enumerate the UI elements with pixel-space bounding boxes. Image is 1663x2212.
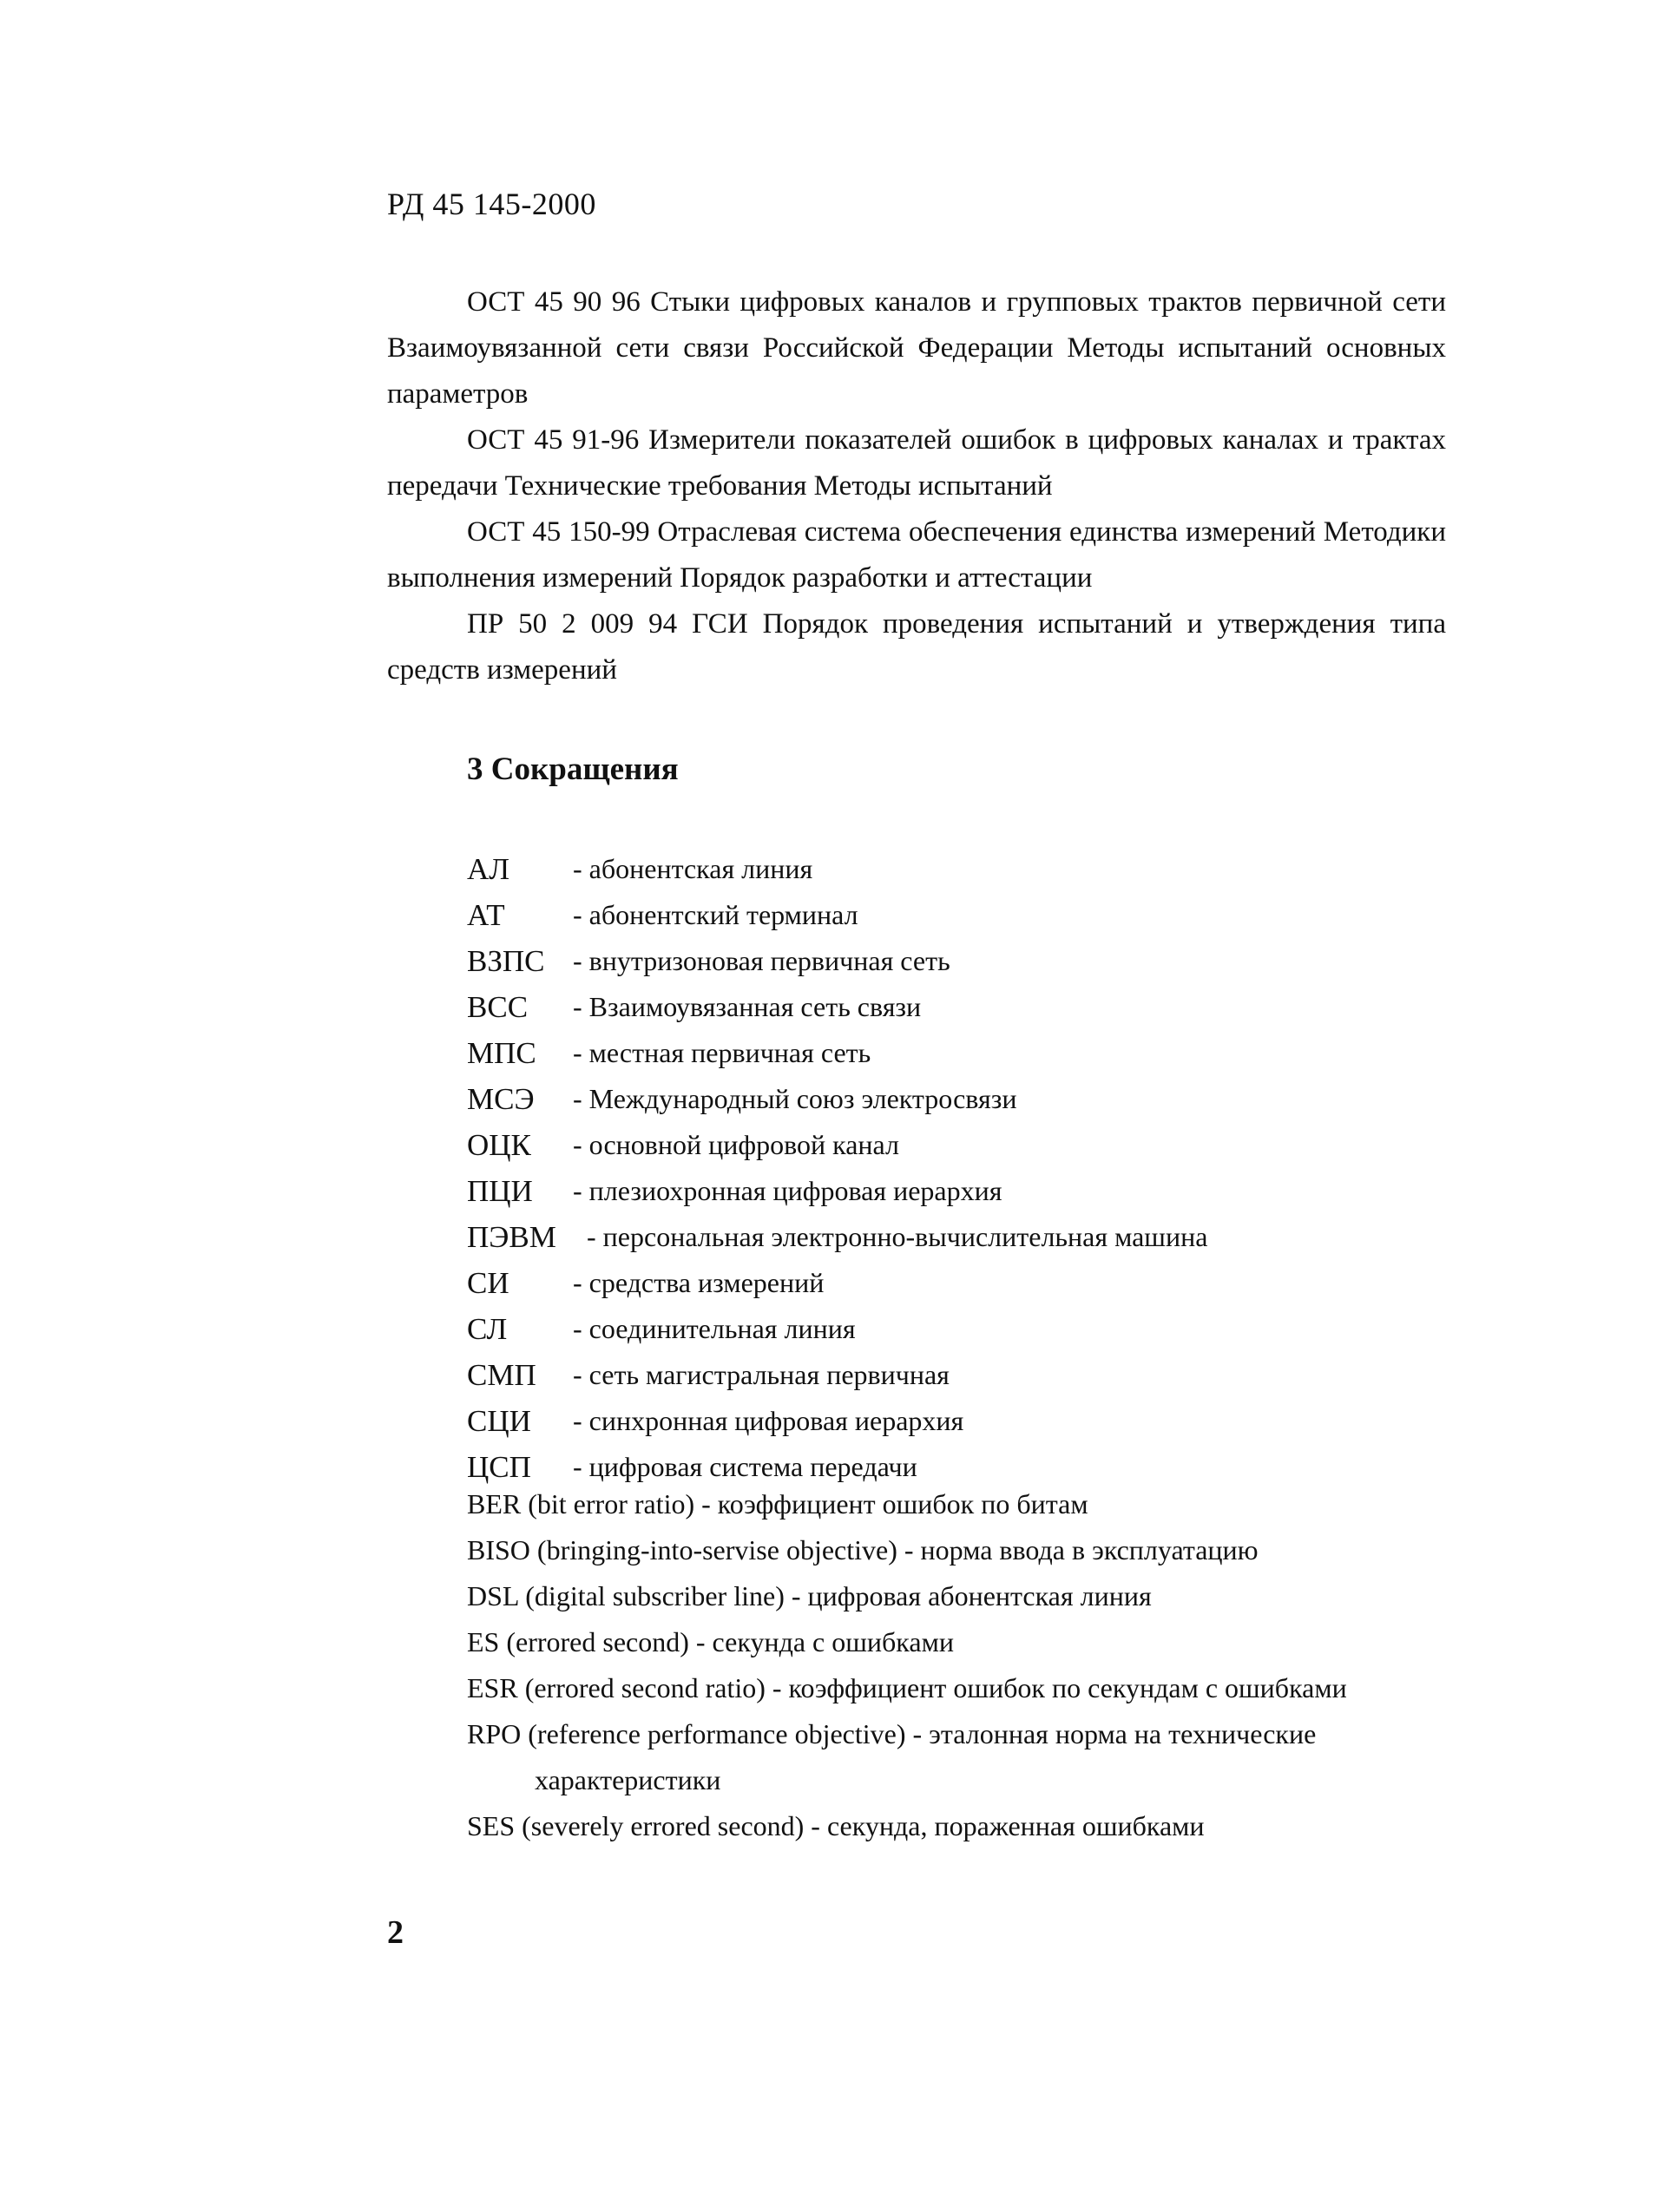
abbreviation-definition: - соединительная линия — [573, 1313, 856, 1344]
reference-item: ОСТ 45 91-96 Измерители показателей ошибок в цифровых каналах и трактах передачи Технические требования Методы испытаний — [387, 424, 1446, 502]
abbreviation-definition: - синхронная цифровая иерархия — [573, 1405, 964, 1436]
reference-item: ПР 50 2 009 94 ГСИ Порядок проведения испытаний и утверждения типа средств измерений — [387, 608, 1446, 686]
abbreviation-code: МСЭ — [467, 1082, 535, 1116]
english-abbreviation-continuation — [467, 1757, 1465, 1803]
abbreviation-code: ЦСП — [467, 1450, 531, 1484]
english-abbreviations-list — [467, 1481, 1465, 1849]
abbreviation-definition: - Взаимоувязанная сеть связи — [573, 991, 922, 1022]
english-abbreviation-row: ESR (errored second ratio) - коэффициент ошибок по секундам с ошибками — [467, 1672, 1347, 1703]
abbreviation-code: СЛ — [467, 1312, 508, 1346]
abbreviation-row — [467, 1214, 1465, 1260]
abbreviation-definition: - плезиохронная цифровая иерархия — [573, 1175, 1002, 1206]
abbreviation-row — [467, 1398, 1465, 1444]
abbreviation-definition: - внутризоновая первичная сеть — [573, 945, 950, 976]
abbreviation-definition: - Международный союз электросвязи — [573, 1083, 1017, 1114]
abbreviation-row — [467, 1352, 1465, 1398]
references-block — [387, 279, 1446, 693]
abbreviation-definition: - средства измерений — [573, 1267, 825, 1298]
abbreviation-row — [467, 984, 1465, 1030]
abbreviation-code: АТ — [467, 898, 505, 932]
reference-item: ОСТ 45 150-99 Отраслевая система обеспечения единства измерений Методики выполнения измерений Порядок разработки и аттестации — [387, 516, 1446, 594]
document-code-header: РД 45 145-2000 — [387, 187, 596, 221]
abbreviation-code: МПС — [467, 1036, 536, 1070]
abbreviation-row — [467, 1030, 1465, 1076]
abbreviation-definition: - основной цифровой канал — [573, 1129, 899, 1160]
abbreviation-definition: - персональная электронно-вычислительная машина — [587, 1221, 1208, 1252]
abbreviation-row — [467, 846, 1465, 892]
continuation-text: характеристики — [535, 1764, 721, 1795]
abbreviation-definition: - абонентский терминал — [573, 899, 858, 930]
abbreviation-row — [467, 1122, 1465, 1168]
abbreviation-definition: - сеть магистральная первичная — [573, 1359, 950, 1390]
section-title: 3 Сокращения — [467, 752, 679, 787]
abbreviation-definition: - цифровая система передачи — [573, 1451, 917, 1482]
abbreviation-row — [467, 1168, 1465, 1214]
english-abbreviation-row: DSL (digital subscriber line) - цифровая абонентская линия — [467, 1580, 1152, 1611]
abbreviation-code: АЛ — [467, 852, 510, 886]
english-abbreviation-row: RPO (reference performance objective) - эталонная норма на технические — [467, 1718, 1317, 1749]
abbreviation-code: ВЗПС — [467, 944, 545, 978]
abbreviation-code: СЦИ — [467, 1404, 531, 1438]
abbreviation-code: ПЦИ — [467, 1174, 533, 1208]
english-abbreviation-row: ES (errored second) - секунда с ошибками — [467, 1626, 954, 1657]
abbreviations-list — [467, 846, 1465, 1490]
page-number: 2 — [387, 1914, 404, 1951]
english-abbreviation-row: BISO (bringing-into-servise objective) - норма ввода в эксплуатацию — [467, 1534, 1259, 1565]
english-abbreviation-row: SES (severely errored second) - секунда, пораженная ошибками — [467, 1810, 1205, 1841]
abbreviation-row — [467, 938, 1465, 984]
english-abbreviation-row: BER (bit error ratio) - коэффициент ошибок по битам — [467, 1488, 1088, 1520]
abbreviation-definition: - местная первичная сеть — [573, 1037, 871, 1068]
abbreviation-definition: - абонентская линия — [573, 853, 813, 884]
abbreviation-code: СИ — [467, 1266, 509, 1300]
abbreviation-row — [467, 1076, 1465, 1122]
abbreviation-code: ОЦК — [467, 1128, 531, 1162]
abbreviation-code: ВСС — [467, 990, 529, 1024]
abbreviation-code: СМП — [467, 1358, 536, 1392]
abbreviation-row — [467, 892, 1465, 938]
reference-item: ОСТ 45 90 96 Стыки цифровых каналов и групповых трактов первичной сети Взаимоувязанной сети связи Российской Федерации Методы испытаний основных параметров — [387, 286, 1446, 410]
abbreviation-row — [467, 1306, 1465, 1352]
abbreviation-code: ПЭВМ — [467, 1220, 556, 1254]
abbreviation-row — [467, 1260, 1465, 1306]
